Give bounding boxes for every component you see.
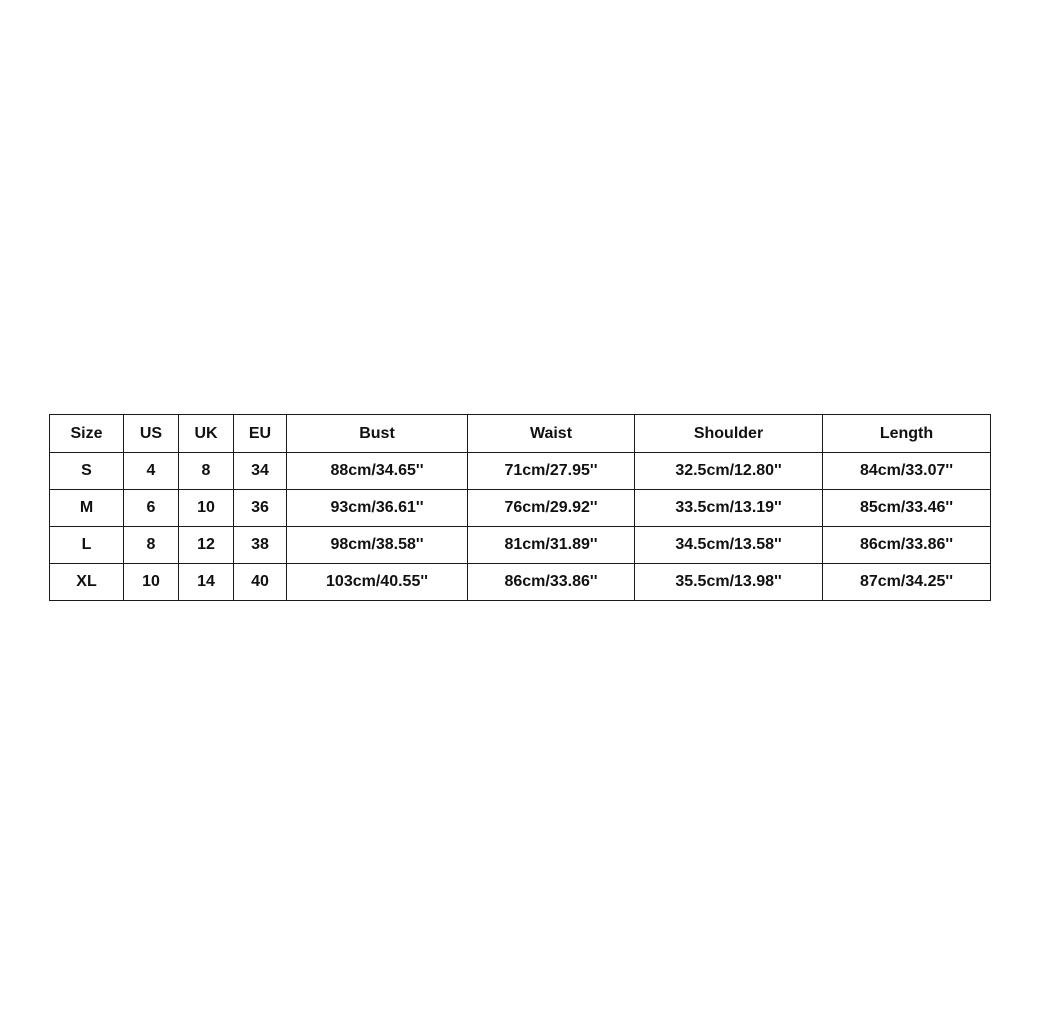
cell-waist: 76cm/29.92''	[468, 490, 635, 527]
cell-bust: 93cm/36.61''	[287, 490, 468, 527]
header-eu: EU	[234, 415, 287, 453]
cell-eu: 38	[234, 527, 287, 564]
cell-shoulder: 35.5cm/13.98''	[635, 564, 823, 601]
cell-us: 10	[124, 564, 179, 601]
header-row	[50, 415, 991, 453]
cell-uk: 10	[179, 490, 234, 527]
cell-us: 4	[124, 453, 179, 490]
header-bust: Bust	[287, 415, 468, 453]
cell-size: S	[50, 453, 124, 490]
table-row	[50, 453, 991, 490]
cell-uk: 14	[179, 564, 234, 601]
cell-uk: 8	[179, 453, 234, 490]
cell-eu: 36	[234, 490, 287, 527]
cell-bust: 103cm/40.55''	[287, 564, 468, 601]
cell-shoulder: 32.5cm/12.80''	[635, 453, 823, 490]
cell-length: 86cm/33.86''	[823, 527, 991, 564]
header-uk: UK	[179, 415, 234, 453]
header-size: Size	[50, 415, 124, 453]
cell-us: 8	[124, 527, 179, 564]
cell-shoulder: 34.5cm/13.58''	[635, 527, 823, 564]
table-row	[50, 490, 991, 527]
cell-waist: 86cm/33.86''	[468, 564, 635, 601]
size-chart-table	[49, 414, 991, 601]
cell-eu: 34	[234, 453, 287, 490]
cell-waist: 81cm/31.89''	[468, 527, 635, 564]
header-waist: Waist	[468, 415, 635, 453]
header-length: Length	[823, 415, 991, 453]
table-row	[50, 564, 991, 601]
header-shoulder: Shoulder	[635, 415, 823, 453]
cell-uk: 12	[179, 527, 234, 564]
header-us: US	[124, 415, 179, 453]
table-row	[50, 527, 991, 564]
cell-eu: 40	[234, 564, 287, 601]
cell-bust: 98cm/38.58''	[287, 527, 468, 564]
cell-shoulder: 33.5cm/13.19''	[635, 490, 823, 527]
cell-length: 84cm/33.07''	[823, 453, 991, 490]
cell-length: 87cm/34.25''	[823, 564, 991, 601]
cell-size: L	[50, 527, 124, 564]
cell-waist: 71cm/27.95''	[468, 453, 635, 490]
cell-size: XL	[50, 564, 124, 601]
cell-us: 6	[124, 490, 179, 527]
cell-size: M	[50, 490, 124, 527]
cell-length: 85cm/33.46''	[823, 490, 991, 527]
cell-bust: 88cm/34.65''	[287, 453, 468, 490]
